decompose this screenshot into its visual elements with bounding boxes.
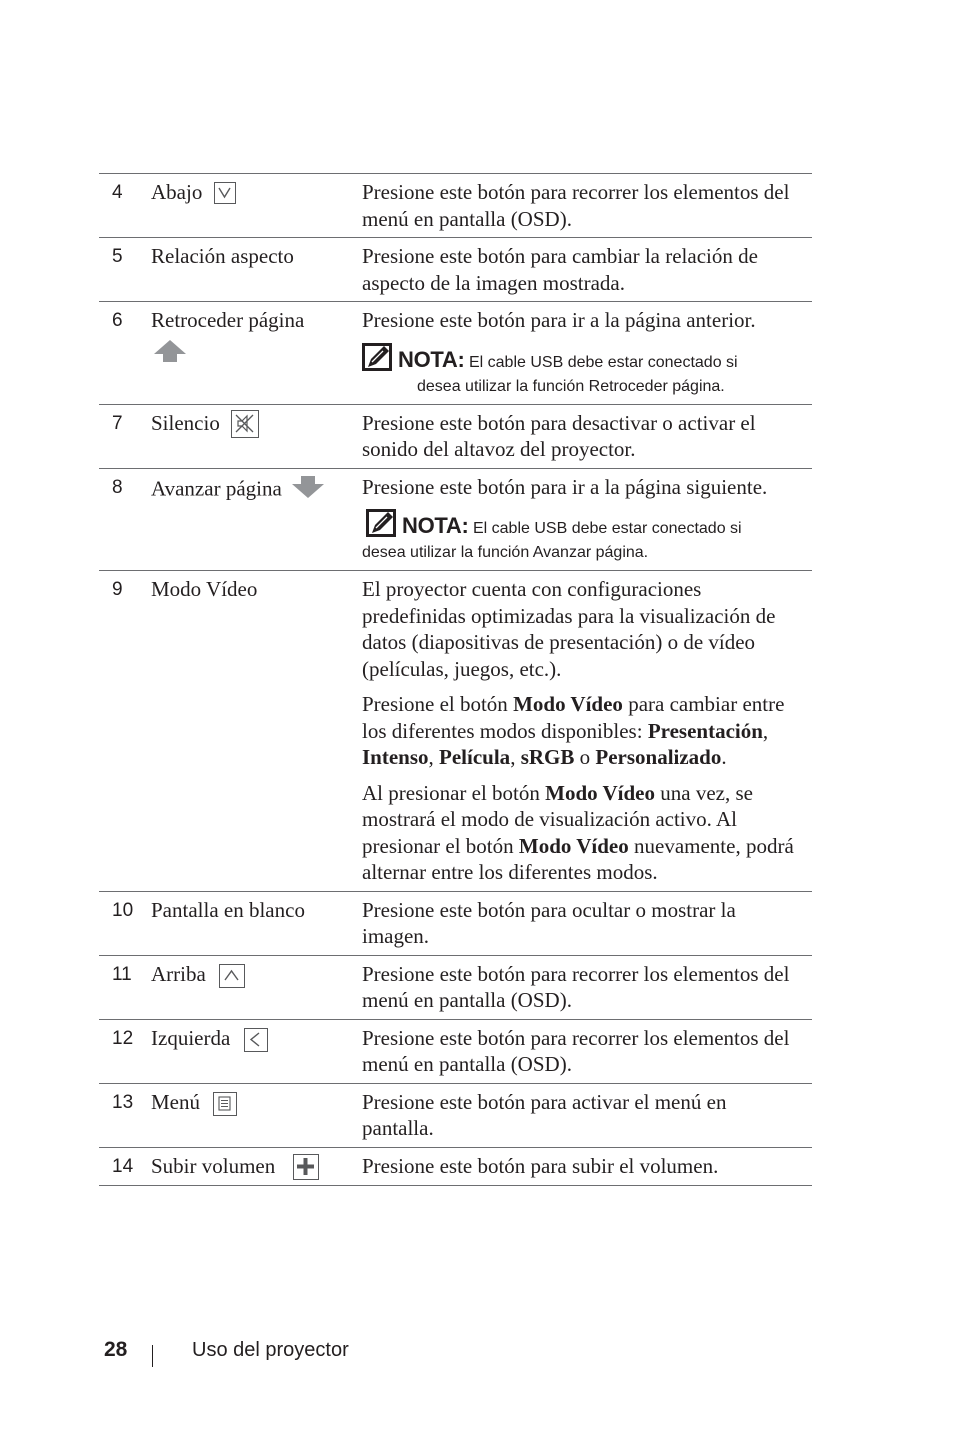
mute-key-icon [231,410,259,438]
note-text: El cable USB debe estar conectado si [468,353,738,371]
description-cell [362,571,812,892]
description-text: Presione el botón Modo Vídeo para cambiar entre los diferentes modos disponibles: Presentación, Intenso, Película, sRGB o Personalizado. [362,692,785,769]
description-text: Presione este botón para recorrer los elementos del menú en pantalla (OSD). [362,961,790,1012]
button-name: Pantalla en blanco [151,897,305,922]
description-text: El proyector cuenta con configuraciones predefinidas optimizadas para la visualización de datos (diapositivas de presentación) o de vídeo (películas, juegos, etc.). [362,577,776,681]
button-name-cell [151,404,362,468]
table-row [99,238,812,302]
description-cell [362,302,812,405]
note-box [362,509,802,565]
button-name: Subir volumen [151,1153,276,1178]
note-text: El cable USB debe estar conectado si [472,520,742,537]
button-name: Silencio [151,410,220,435]
description-text: Al presionar el botón Modo Vídeo una vez, se mostrará el modo de visualización activo. Al presionar el botón Modo Vídeo nuevamente, podrá alternar entre los diferentes modos. [362,780,794,884]
button-name: Modo Vídeo [151,577,258,601]
description-text: Presione este botón para ir a la página anterior. [362,308,756,332]
button-name-cell [151,891,362,955]
button-name-cell [151,571,362,892]
row-number: 12 [112,1027,134,1049]
description-cell [362,238,812,302]
row-number: 10 [112,899,134,921]
row-number: 11 [112,963,132,985]
button-name: Abajo [151,180,203,204]
row-number: 8 [112,476,123,498]
button-name-cell [151,1083,362,1147]
row-number: 6 [112,310,123,331]
row-number: 5 [112,246,123,267]
left-key-icon [244,1028,268,1052]
table-row [99,891,812,955]
description-cell [362,955,812,1019]
note-label: NOTA: [398,346,465,372]
table-row [99,468,812,571]
description-text: Presione este botón para recorrer los elementos del menú en pantalla (OSD). [362,180,790,231]
button-name: Menú [151,1089,200,1114]
note-pencil-icon [362,343,392,371]
button-name: Relación aspecto [151,244,294,268]
down-key-icon [214,182,236,204]
button-name-cell [151,468,362,571]
volume-up-key-icon [293,1154,319,1180]
description-cell [362,1083,812,1147]
footer-separator [152,1345,153,1367]
description-text: Presione este botón para subir el volumen. [362,1153,719,1178]
button-name-cell [151,174,362,238]
table-row [99,1019,812,1083]
note-pencil-icon [366,509,396,537]
note-box [362,343,802,399]
description-text: Presione este botón para cambiar la relación de aspecto de la imagen mostrada. [362,244,758,295]
description-text: Presione este botón para ocultar o mostrar la imagen. [362,897,736,948]
table-row [99,955,812,1019]
button-reference-table [99,173,812,1186]
page-number: 28 [104,1338,128,1361]
description-cell [362,404,812,468]
table-row [99,571,812,892]
button-name-cell [151,955,362,1019]
button-name-cell [151,1147,362,1185]
table-row [99,1147,812,1185]
description-cell [362,891,812,955]
note-label: NOTA: [402,513,469,538]
page-up-arrow-icon [153,338,187,371]
description-cell [362,468,812,571]
up-key-icon [219,964,245,988]
button-name-cell [151,1019,362,1083]
row-number: 4 [112,182,123,203]
button-name: Avanzar página [151,475,282,500]
note-text-continued: desea utilizar la función Retroceder página. [417,377,725,395]
description-text: Presione este botón para activar el menú en pantalla. [362,1089,727,1140]
description-cell [362,174,812,238]
table-row [99,302,812,405]
row-number: 7 [112,412,123,434]
page-down-arrow-icon [291,474,325,507]
table-row [99,174,812,238]
button-name: Izquierda [151,1025,231,1050]
table-row [99,404,812,468]
button-name-cell [151,302,362,405]
description-cell [362,1147,812,1185]
section-title: Uso del proyector [192,1339,349,1361]
row-number: 14 [112,1155,134,1177]
description-text: Presione este botón para ir a la página siguiente. [362,474,768,499]
button-name: Arriba [151,961,206,986]
button-name: Retroceder página [151,308,305,332]
row-number: 13 [112,1091,134,1113]
description-text: Presione este botón para desactivar o activar el sonido del altavoz del proyector. [362,410,756,461]
button-name-cell [151,238,362,302]
description-cell [362,1019,812,1083]
row-number: 9 [112,579,123,600]
menu-key-icon [213,1092,237,1116]
description-text: Presione este botón para recorrer los elementos del menú en pantalla (OSD). [362,1025,790,1076]
table-row [99,1083,812,1147]
note-text-continued: desea utilizar la función Avanzar página. [362,544,649,561]
